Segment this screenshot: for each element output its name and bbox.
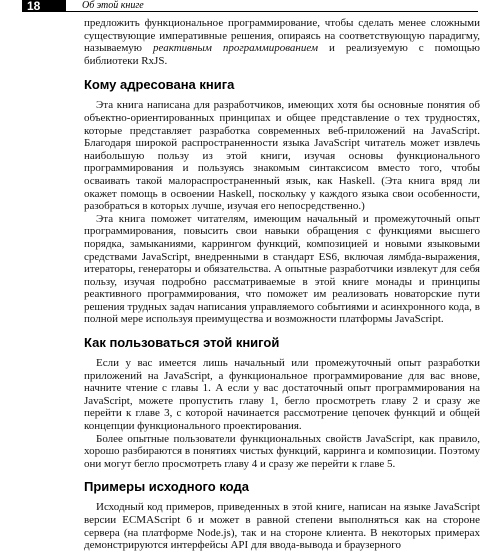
- running-title: Об этой книге: [82, 0, 144, 11]
- section-heading-audience: Кому адресована книга: [84, 77, 235, 93]
- page-content: [84, 17, 480, 552]
- header-rule: [66, 11, 478, 12]
- page-header: [0, 0, 500, 13]
- page-number: 18: [27, 0, 41, 13]
- intro-text-after: и реализуемую с помощью библиотеки RxJS.: [84, 42, 481, 67]
- usage-paragraph-1: Если у вас имеется лишь начальный или промежуточный опыт разработки приложений на JavaScript, а функциональное программирование для вас внове, начните чтение с главы 1. А если у вас достаточный опыт программирования на JavaScript, можете пропустить главу 1, бегло просмотреть главу 2 и сразу же перейти к главе 3, с которой начинается рассмотрение цепочек функций и общей концепции функционального проектирования.: [84, 357, 480, 433]
- section-heading-usage: Как пользоваться этой книгой: [84, 335, 280, 351]
- intro-paragraph: [84, 17, 480, 67]
- examples-paragraph-1: Исходный код примеров, приведенных в этой книге, написан на языке JavaScript версии ECMAScript 6 и может в равной степени выполняться как на стороне сервера (на платформе Node.js), так и на стороне клиента. В некоторых примерах демонстрируются интерфейсы API для ввода-вывода и браузерного: [84, 501, 480, 552]
- section-heading-examples: Примеры исходного кода: [84, 479, 249, 495]
- audience-paragraph-1: Эта книга написана для разработчиков, имеющих хотя бы основные понятия об объектно-ориентированных принципах и общее представление о тех трудностях, которые представляет разработка современных веб-приложений на JavaScript. Благодаря широкой распространенности языка JavaScript читатель может извлечь наибольшую пользу из этой книги, изучая основы функционального программирования и пользуясь знакомым синтаксисом вместо того, чтобы осваивать такой малораспространенный язык, как Haskell. (Эта книга вряд ли окажет помощь в освоении Haskell, поскольку у каждого языка свои особенности, разобраться в которых лучше, изучая его непосредственно.): [84, 99, 480, 213]
- intro-text-before: предложить функциональное программирование, чтобы сделать менее сложными существующие императивные решения, опираясь на соответствующую парадигму, называемую: [84, 17, 480, 55]
- intro-emphasis: реактивным программированием: [153, 42, 318, 55]
- audience-paragraph-2: Эта книга поможет читателям, имеющим начальный и промежуточный опыт программирования, повысить свои навыки обращения с функциями высшего порядка, замыканиями, каррингом функций, композицией и новыми языковыми средствами JavaScript, внедренными в стандарт ES6, включая лямбда-выражения, итераторы, генераторы и обязательства. А опытные разработчики извлекут для себя пользу, изучая подробно рассматриваемые в этой книге монады и принципы реактивного программирования, что поможет им реализовать новаторские пути решения трудных задач написания управляемого событиями и асинхронного кода, в полной мере используя преимущества и возможности платформы JavaScript.: [84, 212, 480, 326]
- usage-paragraph-2: Более опытные пользователи функциональных свойств JavaScript, как правило, хорошо разбираются в понятиях чистых функций, карринга и композиции. Поэтому они могут бегло просмотреть главу 4 и сразу же перейти к главе 5.: [84, 432, 480, 470]
